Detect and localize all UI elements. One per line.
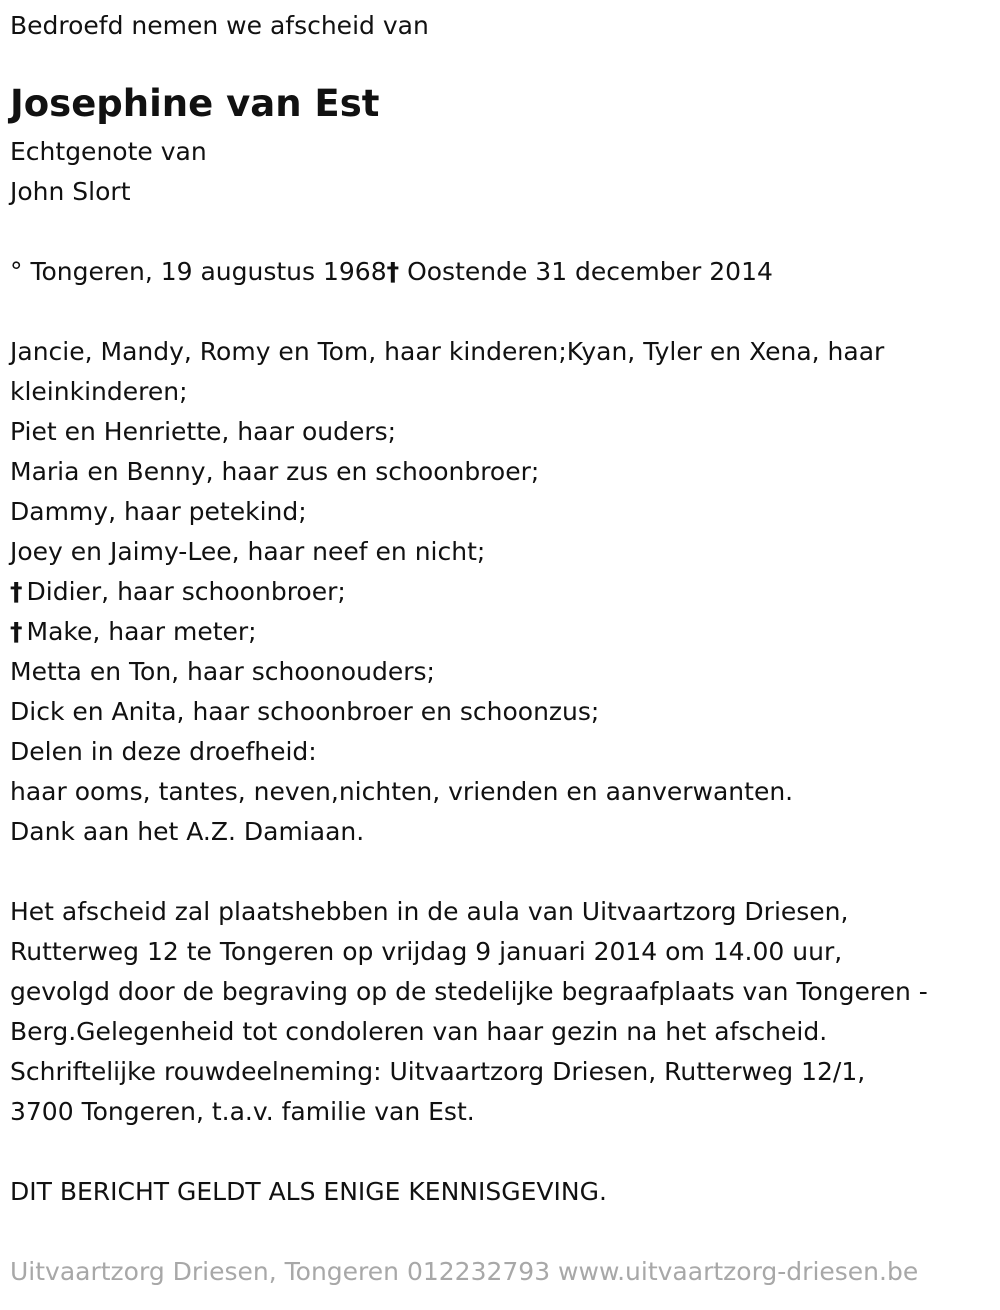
deceased-relative-text: Didier, haar schoonbroer;: [26, 577, 346, 606]
cross-icon: †: [10, 577, 23, 606]
intro-line: Bedroefd nemen we afscheid van: [10, 11, 429, 40]
family-line: Dick en Anita, haar schoonbroer en schoonzus;: [10, 697, 600, 726]
closing-statement: DIT BERICHT GELDT ALS ENIGE KENNISGEVING.: [10, 1177, 607, 1206]
family-line: haar ooms, tantes, neven,nichten, vrienden en aanverwanten.: [10, 777, 794, 806]
deceased-relative-text: Make, haar meter;: [26, 617, 257, 646]
deceased-relative-line: [10, 612, 992, 652]
dates-line: [10, 252, 992, 292]
spacer: [10, 852, 992, 892]
family-line: Metta en Ton, haar schoonouders;: [10, 657, 435, 686]
spouse-label: Echtgenote van: [10, 137, 207, 166]
birth-info: ° Tongeren, 19 augustus 1968: [10, 257, 387, 286]
death-info: Oostende 31 december 2014: [399, 257, 773, 286]
ceremony-line: gevolgd door de begraving op de stedelijke begraafplaats van Tongeren -: [10, 977, 928, 1006]
family-line: Dank aan het A.Z. Damiaan.: [10, 817, 365, 846]
family-line: Jancie, Mandy, Romy en Tom, haar kinderen;Kyan, Tyler en Xena, haar: [10, 337, 885, 366]
ceremony-line: Rutterweg 12 te Tongeren op vrijdag 9 januari 2014 om 14.00 uur,: [10, 937, 843, 966]
family-line: Joey en Jaimy-Lee, haar neef en nicht;: [10, 537, 486, 566]
family-line: Delen in deze droefheid:: [10, 737, 317, 766]
family-line: Maria en Benny, haar zus en schoonbroer;: [10, 457, 540, 486]
ceremony-line: Berg.Gelegenheid tot condoleren van haar gezin na het afscheid.: [10, 1017, 828, 1046]
spouse-name: John Slort: [10, 177, 131, 206]
spacer: [10, 212, 992, 252]
family-line: Dammy, haar petekind;: [10, 497, 307, 526]
ceremony-line: 3700 Tongeren, t.a.v. familie van Est.: [10, 1097, 475, 1126]
family-line: Piet en Henriette, haar ouders;: [10, 417, 397, 446]
ceremony-line: Het afscheid zal plaatshebben in de aula van Uitvaartzorg Driesen,: [10, 897, 849, 926]
deceased-relative-line: [10, 572, 992, 612]
cross-icon: †: [386, 257, 400, 286]
deceased-name: Josephine van Est: [10, 82, 380, 125]
death-notice: [10, 8, 992, 1212]
spacer: [10, 292, 992, 332]
ceremony-line: Schriftelijke rouwdeelneming: Uitvaartzorg Driesen, Rutterweg 12/1,: [10, 1057, 866, 1086]
cross-icon: †: [10, 617, 23, 646]
family-line: kleinkinderen;: [10, 377, 188, 406]
footer-credit: Uitvaartzorg Driesen, Tongeren 012232793 www.uitvaartzorg-driesen.be: [10, 1257, 919, 1286]
spacer: [10, 1132, 992, 1172]
